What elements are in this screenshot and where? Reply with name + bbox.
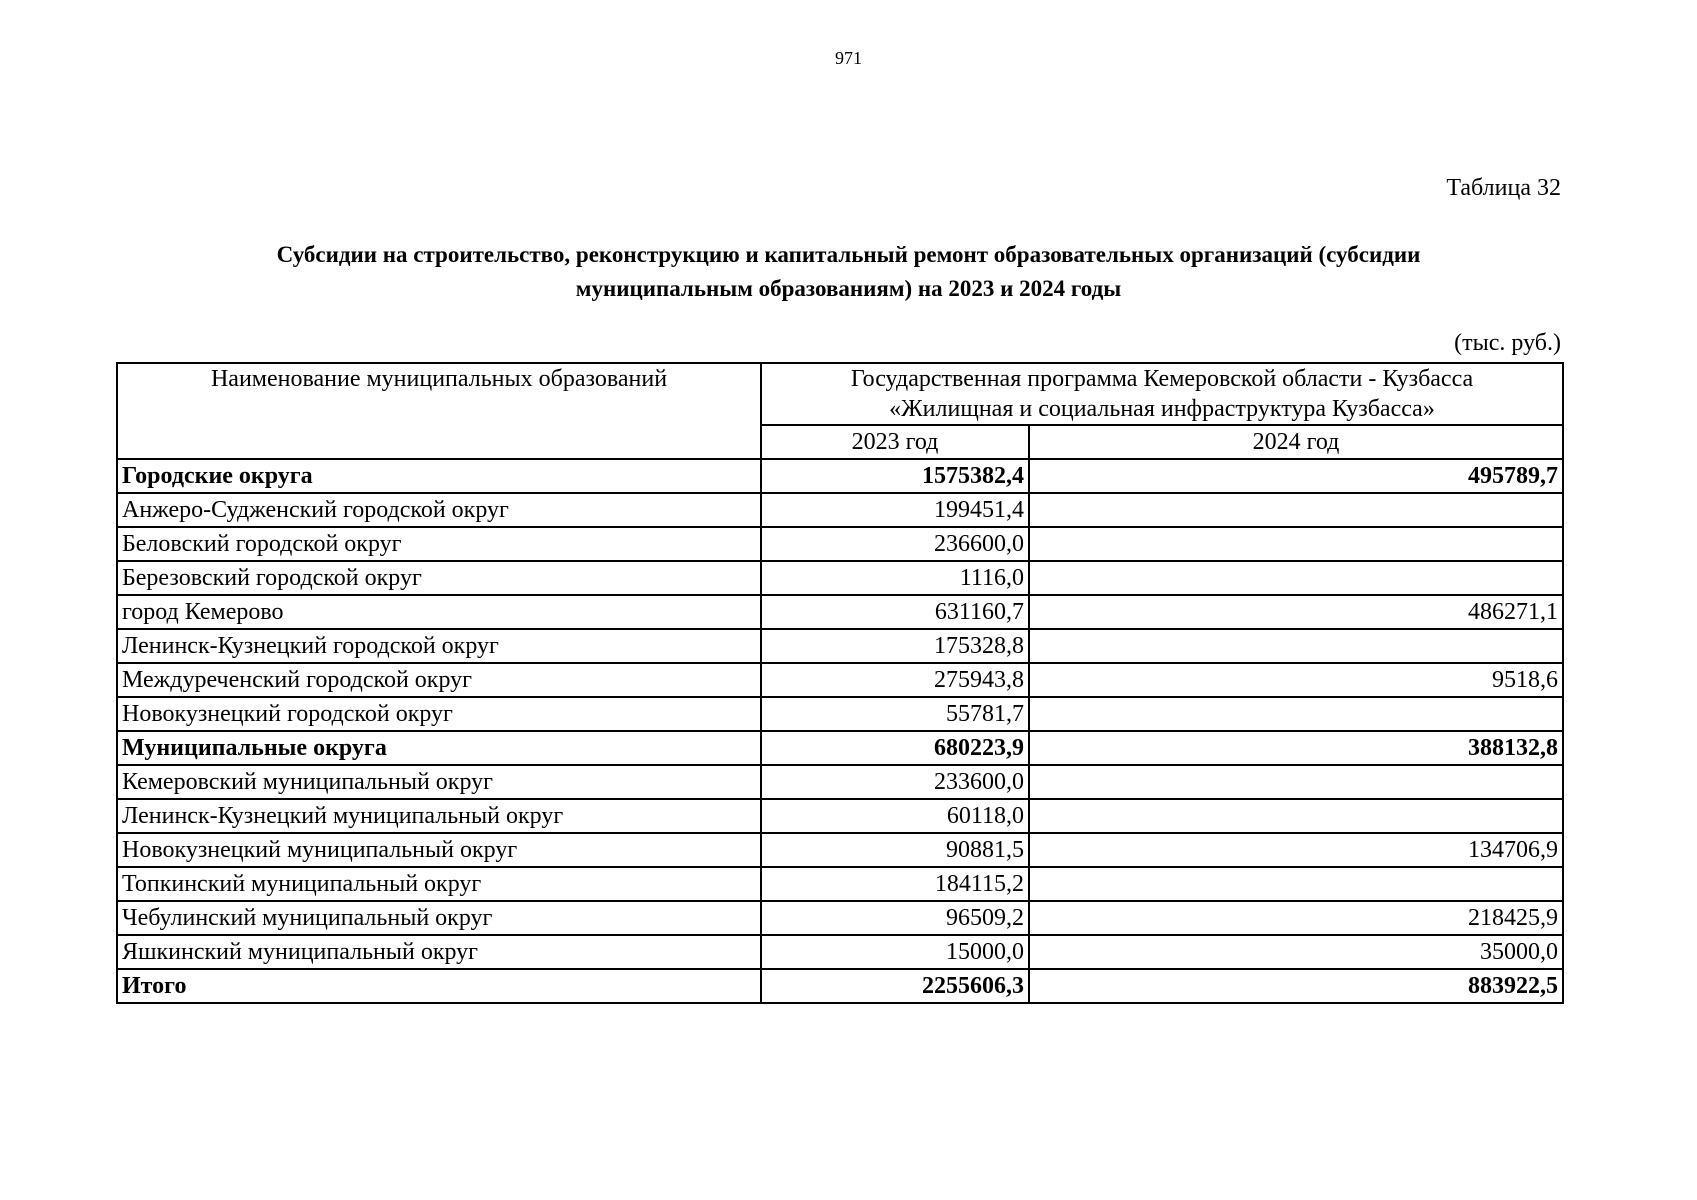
row-2024-value — [1029, 493, 1563, 527]
row-name: Топкинский муниципальный округ — [117, 867, 761, 901]
header-municipality: Наименование муниципальных образований — [117, 363, 761, 459]
title-line-1: Субсидии на строительство, реконструкцию и капитальный ремонт образовательных организаций (субсидии — [276, 242, 1421, 267]
row-2024-value — [1029, 629, 1563, 663]
row-name: Городские округа — [117, 459, 761, 493]
row-2024-value: 9518,6 — [1029, 663, 1563, 697]
table-row — [117, 561, 1563, 595]
row-2024-value: 883922,5 — [1029, 969, 1563, 1003]
row-2023-value: 55781,7 — [761, 697, 1029, 731]
table-row — [117, 629, 1563, 663]
row-name: Яшкинский муниципальный округ — [117, 935, 761, 969]
row-2024-value — [1029, 765, 1563, 799]
row-2023-value: 15000,0 — [761, 935, 1029, 969]
subsidies-table — [116, 362, 1564, 1004]
table-row — [117, 799, 1563, 833]
table-row — [117, 867, 1563, 901]
row-name: Новокузнецкий городской округ — [117, 697, 761, 731]
units-label: (тыс. руб.) — [1454, 330, 1561, 356]
table-row — [117, 731, 1563, 765]
row-name: Кемеровский муниципальный округ — [117, 765, 761, 799]
row-name: Беловский городской округ — [117, 527, 761, 561]
table-row — [117, 833, 1563, 867]
row-2024-value — [1029, 561, 1563, 595]
row-name: Анжеро-Судженский городской округ — [117, 493, 761, 527]
row-2024-value: 35000,0 — [1029, 935, 1563, 969]
row-2024-value: 486271,1 — [1029, 595, 1563, 629]
table-body — [117, 459, 1563, 1003]
row-2023-value: 2255606,3 — [761, 969, 1029, 1003]
row-2023-value: 631160,7 — [761, 595, 1029, 629]
document-title — [150, 238, 1547, 306]
row-name: Междуреченский городской округ — [117, 663, 761, 697]
table-row — [117, 935, 1563, 969]
row-2023-value: 233600,0 — [761, 765, 1029, 799]
header-year-2024: 2024 год — [1029, 425, 1563, 459]
header-program-line-1: Государственная программа Кемеровской области - Кузбасса — [850, 366, 1474, 392]
header-program — [761, 363, 1563, 425]
table-label: Таблица 32 — [1446, 175, 1561, 201]
row-2024-value — [1029, 799, 1563, 833]
row-2023-value: 199451,4 — [761, 493, 1029, 527]
row-2024-value: 388132,8 — [1029, 731, 1563, 765]
table-row — [117, 595, 1563, 629]
row-name: Ленинск-Кузнецкий муниципальный округ — [117, 799, 761, 833]
row-2023-value: 1116,0 — [761, 561, 1029, 595]
row-name: Итого — [117, 969, 761, 1003]
row-2023-value: 236600,0 — [761, 527, 1029, 561]
table-row — [117, 663, 1563, 697]
row-2024-value — [1029, 527, 1563, 561]
header-program-line-2: «Жилищная и социальная инфраструктура Кузбасса» — [889, 396, 1435, 422]
row-2023-value: 275943,8 — [761, 663, 1029, 697]
row-name: Ленинск-Кузнецкий городской округ — [117, 629, 761, 663]
row-2024-value: 134706,9 — [1029, 833, 1563, 867]
row-name: Чебулинский муниципальный округ — [117, 901, 761, 935]
table-row — [117, 527, 1563, 561]
row-2023-value: 184115,2 — [761, 867, 1029, 901]
row-2023-value: 96509,2 — [761, 901, 1029, 935]
table-row — [117, 765, 1563, 799]
header-year-2023: 2023 год — [761, 425, 1029, 459]
row-2023-value: 680223,9 — [761, 731, 1029, 765]
row-name: Муниципальные округа — [117, 731, 761, 765]
table-row — [117, 459, 1563, 493]
table-row — [117, 493, 1563, 527]
row-name: Березовский городской округ — [117, 561, 761, 595]
row-2023-value: 175328,8 — [761, 629, 1029, 663]
row-name: Новокузнецкий муниципальный округ — [117, 833, 761, 867]
row-2023-value: 1575382,4 — [761, 459, 1029, 493]
row-name: город Кемерово — [117, 595, 761, 629]
title-line-2: муниципальным образованиям) на 2023 и 2024 годы — [575, 276, 1122, 301]
table-row-total — [117, 969, 1563, 1003]
page-number: 971 — [835, 48, 862, 68]
row-2024-value: 218425,9 — [1029, 901, 1563, 935]
row-2024-value — [1029, 867, 1563, 901]
row-2024-value: 495789,7 — [1029, 459, 1563, 493]
table-row — [117, 697, 1563, 731]
row-2023-value: 60118,0 — [761, 799, 1029, 833]
table-row — [117, 901, 1563, 935]
row-2023-value: 90881,5 — [761, 833, 1029, 867]
row-2024-value — [1029, 697, 1563, 731]
